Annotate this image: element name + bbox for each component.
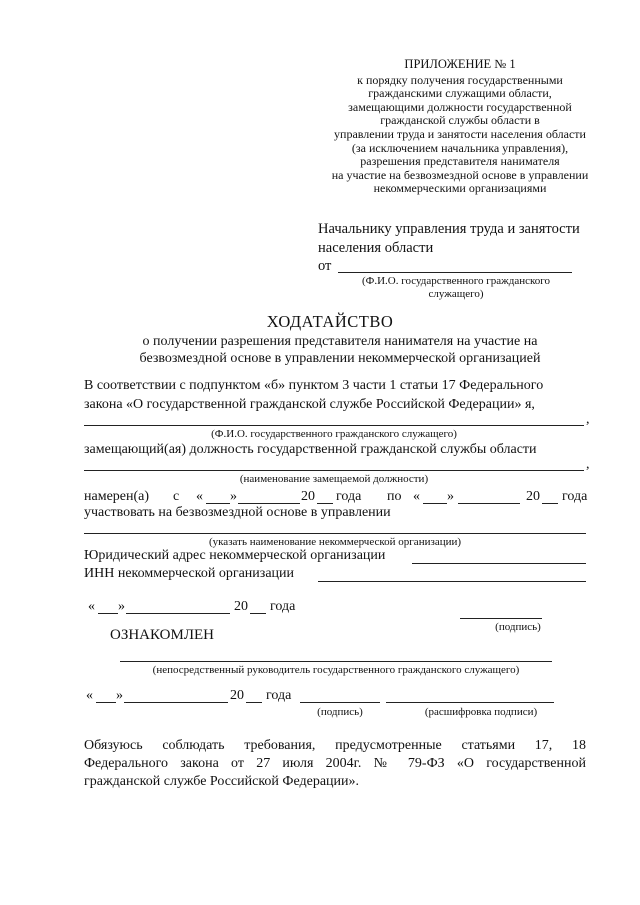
sign-year-field[interactable] xyxy=(250,613,266,614)
end-month-field[interactable] xyxy=(458,503,520,504)
end-year-field[interactable] xyxy=(542,503,558,504)
document-subtitle-1: о получении разрешения представителя нанимателя на участие на xyxy=(142,334,538,349)
quote-close: » xyxy=(230,489,237,504)
appendix-line: (за исключением начальника управления), xyxy=(351,140,569,155)
appendix-line: на участие на безвозмездной основе в управлении xyxy=(331,167,589,182)
applicant-name-field[interactable] xyxy=(84,425,584,426)
appendix-line: к порядку получения государственными xyxy=(357,72,563,87)
start-day-field[interactable] xyxy=(206,503,230,504)
supervisor-signature-decode-field[interactable] xyxy=(386,702,554,703)
supervisor-signature-field[interactable] xyxy=(300,702,380,703)
appendix-line: гражданскими служащими области, xyxy=(368,86,552,101)
comma: , xyxy=(586,457,590,472)
appendix-title: ПРИЛОЖЕНИЕ № 1 xyxy=(404,57,516,71)
caption-signature: (подпись) xyxy=(495,621,541,633)
to-word: по xyxy=(387,489,402,504)
quote-close: » xyxy=(118,599,125,614)
position-line: замещающий(ая) должность государственной гражданской службы области xyxy=(84,442,537,457)
addressee-line-2: населения области xyxy=(318,240,434,256)
addressee-caption-2: служащего) xyxy=(428,288,484,300)
addressee-name-field[interactable] xyxy=(338,272,572,273)
from-word: с xyxy=(173,489,180,504)
caption-fio: (Ф.И.О. государственного гражданского служащего) xyxy=(211,428,457,440)
year-prefix: 20 xyxy=(301,489,315,504)
quote-close: » xyxy=(116,688,123,703)
position-field[interactable] xyxy=(84,470,584,471)
comma: , xyxy=(586,412,590,427)
participate-line: участвовать на безвозмездной основе в управлении xyxy=(84,505,391,520)
document-subtitle-2: безвозмездной основе в управлении некоммерческой организацией xyxy=(139,351,541,366)
year-word: года xyxy=(562,489,588,504)
end-day-field[interactable] xyxy=(423,503,447,504)
legal-address-label: Юридический адрес некоммерческой организации xyxy=(84,548,386,563)
caption-supervisor: (непосредственный руководитель государственного гражданского служащего) xyxy=(152,664,520,676)
closing-line-3: гражданской службе Российской Федерации». xyxy=(84,774,360,789)
quote-open: « xyxy=(86,688,93,703)
appendix-line: управлении труда и занятости населения области xyxy=(334,126,586,141)
addressee-caption-1: (Ф.И.О. государственного гражданского xyxy=(361,275,550,287)
start-year-field[interactable] xyxy=(317,503,333,504)
year-word: года xyxy=(336,489,362,504)
appendix-line: некоммерческими организациями xyxy=(373,181,547,196)
applicant-signature-field[interactable] xyxy=(460,618,542,619)
supervisor-field[interactable] xyxy=(120,661,552,662)
year-word: года xyxy=(270,599,296,614)
legal-address-field[interactable] xyxy=(412,563,586,564)
caption-organization: (указать наименование некоммерческой организации) xyxy=(208,536,462,548)
review-day-field[interactable] xyxy=(96,702,116,703)
quote-open: « xyxy=(88,599,95,614)
caption-signature-2: (подпись) xyxy=(317,706,363,718)
addressee-from-label: от xyxy=(318,258,332,274)
year-word: года xyxy=(266,688,292,703)
addressee-line-1: Начальнику управления труда и занятости xyxy=(318,221,580,237)
review-month-field[interactable] xyxy=(124,702,228,703)
year-prefix: 20 xyxy=(526,489,540,504)
organization-name-field[interactable] xyxy=(84,533,586,534)
closing-line-2: Федерального закона от 27 июля 2004г. № 79-ФЗ «О государственной xyxy=(84,756,586,771)
appendix-line: замещающими должности государственной xyxy=(348,99,572,114)
caption-position: (наименование замещаемой должности) xyxy=(239,473,429,485)
appendix-line: гражданской службы области в xyxy=(380,113,540,128)
sign-month-field[interactable] xyxy=(126,613,230,614)
inn-label: ИНН некоммерческой организации xyxy=(84,566,295,581)
review-year-field[interactable] xyxy=(246,702,262,703)
quote-open: « xyxy=(196,489,203,504)
sign-day-field[interactable] xyxy=(98,613,118,614)
appendix-block xyxy=(290,58,630,196)
year-prefix: 20 xyxy=(230,688,244,703)
body-paragraph-line-2: закона «О государственной гражданской службе Российской Федерации» я, xyxy=(84,397,535,412)
inn-field[interactable] xyxy=(318,581,586,582)
appendix-line: разрешения представителя нанимателя xyxy=(360,154,560,169)
closing-line-1: Обязуюсь соблюдать требования, предусмотренные статьями 17, 18 xyxy=(84,738,586,753)
year-prefix: 20 xyxy=(234,599,248,614)
intend-label: намерен(а) xyxy=(84,489,150,504)
start-month-field[interactable] xyxy=(238,503,300,504)
document-title: ХОДАТАЙСТВО xyxy=(266,312,394,331)
quote-close: » xyxy=(447,489,454,504)
body-paragraph-line-1: В соответствии с подпунктом «б» пунктом 3 части 1 статьи 17 Федерального xyxy=(84,378,544,393)
caption-decode: (расшифровка подписи) xyxy=(424,706,538,718)
quote-open: « xyxy=(413,489,420,504)
familiarized-label: ОЗНАКОМЛЕН xyxy=(110,627,214,643)
